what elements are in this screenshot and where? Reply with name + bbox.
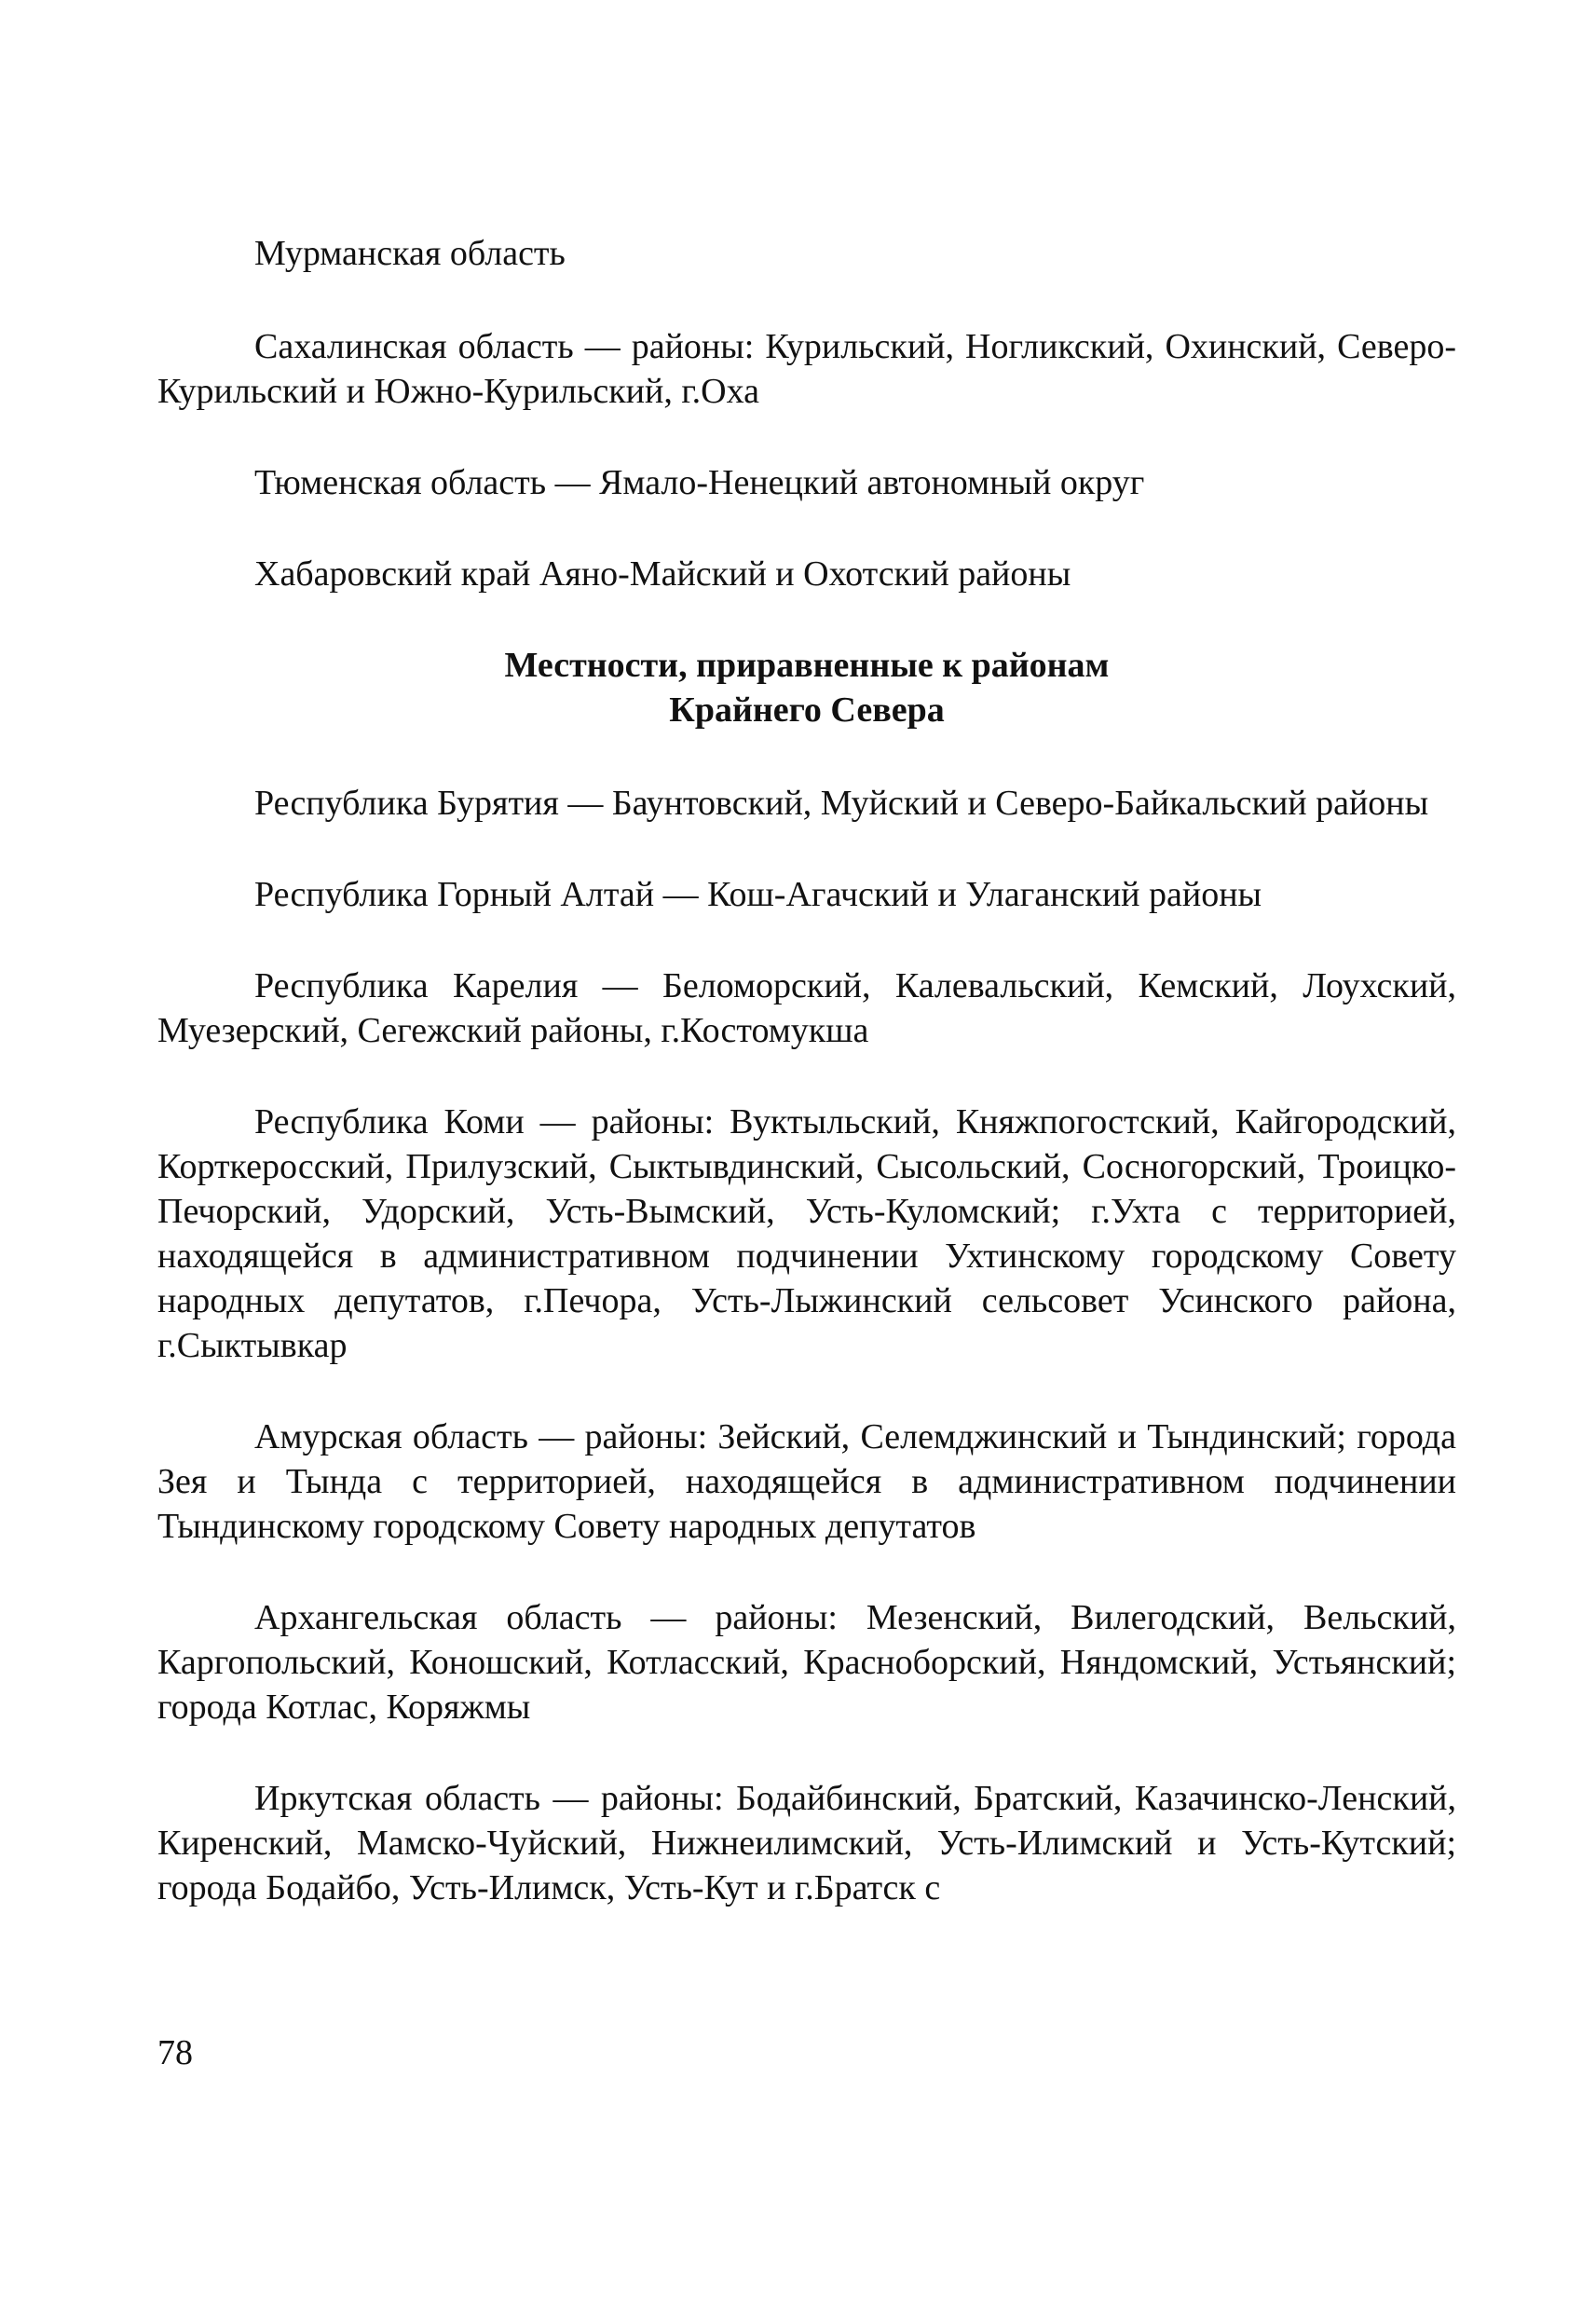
- paragraph-karelia: Республика Карелия — Беломорский, Калевальский, Кемский, Лоухский, Муезерский, Сегежский районы, г.Костомукша: [157, 966, 1456, 1050]
- paragraph-murmansk: Мурманская область: [254, 234, 566, 273]
- paragraph-irkutsk: Иркутская область — районы: Бодайбинский, Братский, Казачинско-Ленский, Киренский, Мамско-Чуйский, Нижнеилимский, Усть-Илимский и Усть-Кутский; города Бодайбо, Усть-Илимск, Усть-Кут и г.Братск с: [157, 1779, 1456, 1907]
- paragraph-gorny-altai: Республика Горный Алтай — Кош-Агачский и Улаганский районы: [254, 875, 1262, 914]
- paragraph-komi: Республика Коми — районы: Вуктыльский, Княжпогостский, Кайгородский, Корткеросский, Прилузский, Сыктывдинский, Сысольский, Сосногорский, Троицко-Печорский, Удорский, Усть-Вымский, Усть-Куломский; г.Ухта с территорией, находящейся в административном подчинении Ухтинскому городскому Совету народных депутатов, г.Печора, Усть-Лыжинский сельсовет Усинского района, г.Сыктывкар: [157, 1102, 1456, 1365]
- paragraph-amur: Амурская область — районы: Зейский, Селемджинский и Тындинский; города Зея и Тында с территорией, находящейся в административном подчинении Тындинскому городскому Совету народных депутатов: [157, 1417, 1456, 1546]
- main-text: [157, 231, 1456, 1957]
- section-heading-line-1: Местности, приравненные к районам: [504, 646, 1110, 685]
- paragraph-tyumen: Тюменская область — Ямало-Ненецкий автономный округ: [254, 463, 1145, 502]
- paragraph-buryatia: Республика Бурятия — Баунтовский, Муйский и Северо-Байкальский районы: [254, 784, 1429, 823]
- paragraph-khabarovsk: Хабаровский край Аяно-Майский и Охотский районы: [254, 554, 1071, 594]
- paragraph-arkhangelsk: Архангельская область — районы: Мезенский, Вилегодский, Вельский, Каргопольский, Коношский, Котласский, Красноборский, Няндомский, Устьянский; города Котлас, Коряжмы: [157, 1598, 1456, 1727]
- section-heading: [157, 643, 1456, 732]
- page-number: 78: [157, 2033, 193, 2072]
- paragraph-sakhalin: Сахалинская область — районы: Курильский, Ногликский, Охинский, Северо-Курильский и Южно-Курильский, г.Оха: [157, 327, 1456, 411]
- section-heading-line-2: Крайнего Севера: [669, 690, 945, 730]
